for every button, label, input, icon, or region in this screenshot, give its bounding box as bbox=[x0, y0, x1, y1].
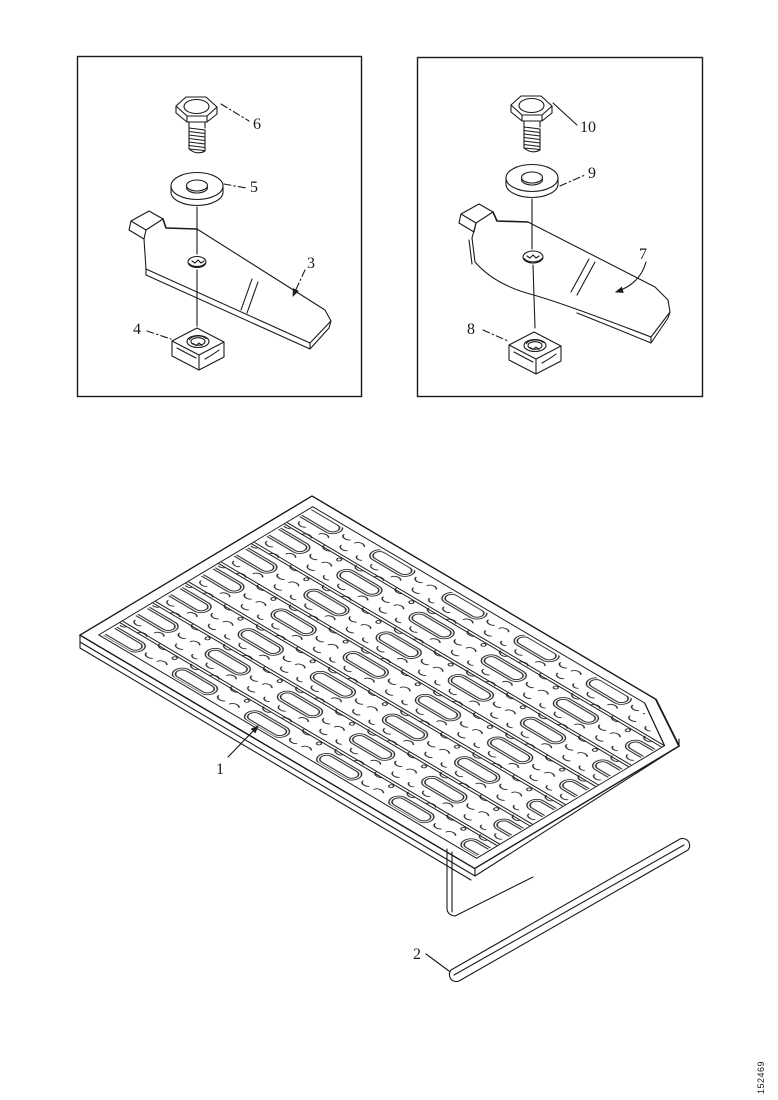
left-detail-view bbox=[78, 57, 362, 397]
callout-retainer-strip: 2 bbox=[413, 946, 421, 963]
drawing-number-label: 152469 bbox=[756, 1060, 766, 1094]
callout-nut-large: 8 bbox=[467, 321, 475, 338]
square-nut-drawing-large bbox=[509, 332, 561, 374]
right-detail-view bbox=[418, 58, 703, 397]
retainer-strip-drawing bbox=[449, 838, 689, 981]
callout-washer-small: 5 bbox=[250, 179, 258, 196]
hex-bolt-drawing-large bbox=[511, 96, 552, 152]
callout-bolt-large: 10 bbox=[580, 119, 596, 136]
hex-bolt-drawing-small bbox=[176, 97, 217, 153]
left-detail-frame bbox=[78, 57, 362, 397]
callout-tread-plate: 1 bbox=[216, 761, 224, 778]
washer-drawing-large bbox=[506, 165, 558, 198]
tread-plate-drawing bbox=[80, 496, 707, 916]
callout-washer-large: 9 bbox=[588, 165, 596, 182]
clamp-plate-drawing-large bbox=[459, 199, 670, 343]
washer-drawing-small bbox=[171, 173, 223, 206]
left-detail-leaders bbox=[147, 104, 305, 339]
callout-bolt-small: 6 bbox=[253, 116, 261, 133]
callout-clamp-large: 7 bbox=[639, 246, 647, 263]
square-nut-drawing-small bbox=[172, 328, 224, 370]
callout-clamp-small: 3 bbox=[307, 255, 315, 272]
callout-nut-small: 4 bbox=[133, 321, 141, 338]
clamp-strap-drawing-small bbox=[129, 207, 331, 349]
tread-pattern-area bbox=[102, 509, 686, 856]
